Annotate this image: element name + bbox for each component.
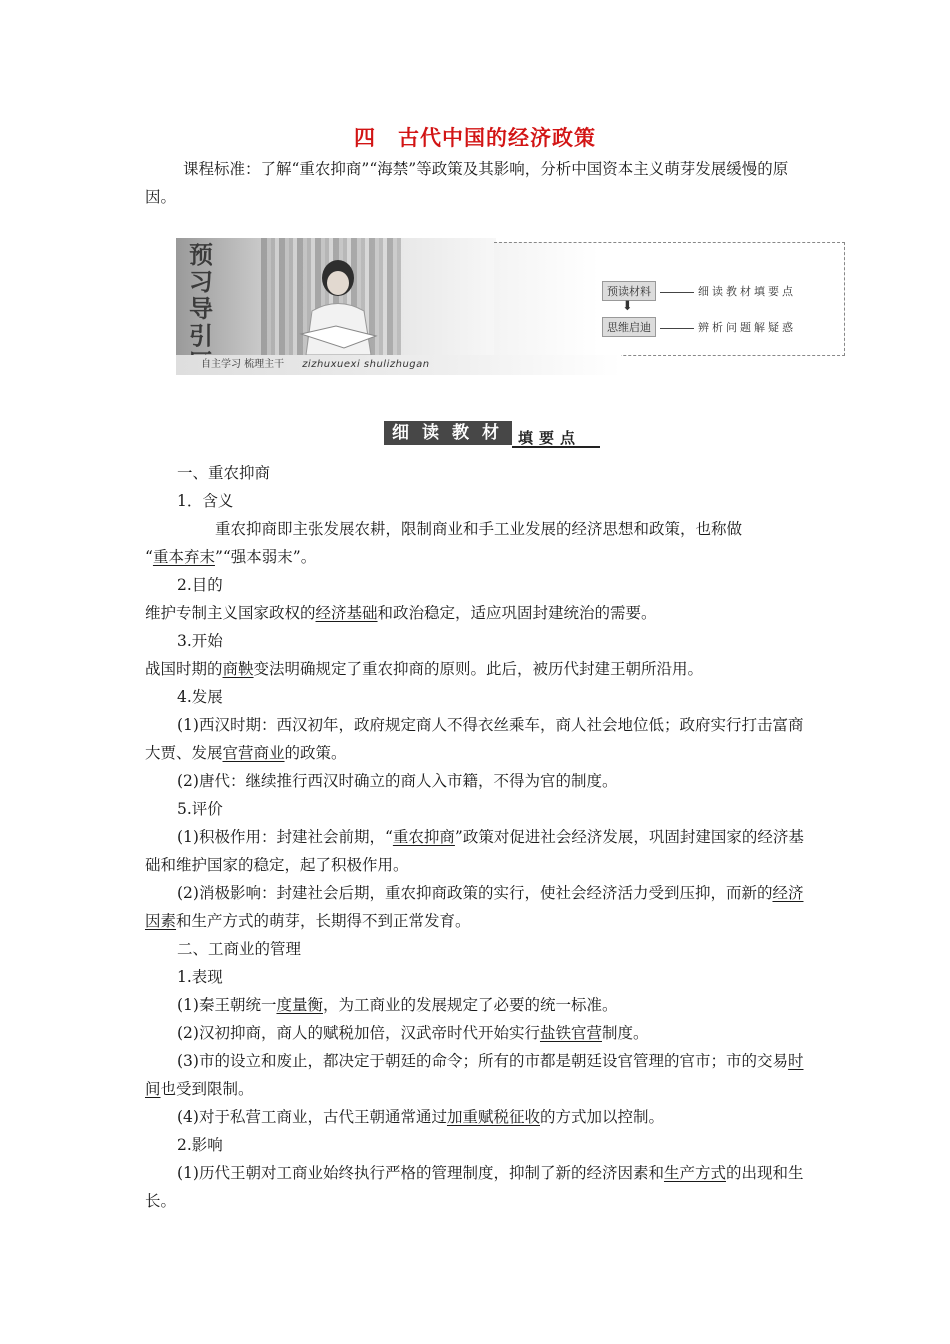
paragraph: (1)西汉时期：西汉初年，政府规定商人不得衣丝乘车，商人社会地位低；政府实行打击富商大贾、发展官营商业的政策。 [145,716,804,762]
heading-2: 二、工商业的管理 [177,940,302,958]
title-number: 四 [354,126,376,150]
paragraph: (2)汉初抑商，商人的赋税加倍，汉武帝时代开始实行盐铁官营制度。 [177,1024,649,1042]
blank-answer: 官营商业 [222,744,285,762]
blank-answer: 生产方式 [663,1164,726,1182]
section-heading-main: 细读教材 [384,421,512,445]
subheading: 2.影响 [177,1136,223,1154]
guide-row-2: 思维启迪 辨析问题解疑惑 [602,317,796,337]
heading-1: 一、重农抑商 [177,464,271,482]
blank-answer: 度量衡 [276,996,323,1014]
paragraph: (1)历代王朝对工商业始终执行严格的管理制度，抑制了新的经济因素和生产方式的出现和生长。 [145,1164,804,1210]
subheading: 4.发展 [177,688,223,706]
content-body [145,459,810,1215]
course-standard: 课程标准：了解“重农抑商”“海禁”等政策及其影响，分析中国资本主义萌芽发展缓慢的原因。 [145,160,789,206]
banner-guide-box [494,242,845,356]
guide-row-1: 预读材料 细读教材填要点 [602,281,796,301]
blank-answer: 时间 [145,1052,804,1098]
paragraph: 战国时期的商鞅变法明确规定了重农抑商的原则。此后，被历代封建王朝所沿用。 [145,660,704,678]
paragraph: (2)消极影响：封建社会后期，重农抑商政策的实行，使社会经济活力受到压抑，而新的经济因素和生产方式的萌芽，长期得不到正常发育。 [145,884,804,930]
section-heading-sub: 填要点 [512,428,600,448]
blank-answer: 经济因素 [145,884,804,930]
blank-answer: 盐铁官营 [539,1024,602,1042]
reading-student-image [296,256,381,355]
section-heading [384,419,604,451]
page-title [0,122,950,152]
paragraph: (4)对于私营工商业，古代王朝通常通过加重赋税征收的方式加以控制。 [177,1108,664,1126]
paragraph: (1)秦王朝统一度量衡，为工商业的发展规定了必要的统一标准。 [177,996,618,1014]
banner-strip: 自主学习 梳理主干 zizhuxuexi shulizhugan [176,355,621,375]
title-text: 古代中国的经济政策 [398,126,596,150]
paragraph: 维护专制主义国家政权的经济基础和政治稳定，适应巩固封建统治的需要。 [145,604,657,622]
preview-banner [176,238,844,375]
subheading: 2.目的 [177,576,223,594]
paragraph: 重农抑商即主张发展农耕，限制商业和手工业发展的经济思想和政策，也称做 [215,520,743,538]
subheading: 3.开始 [177,632,223,650]
subheading: 1．含义 [177,492,234,510]
chip-thinking: 思维启迪 [602,317,656,337]
banner-photo [176,238,496,355]
blank-answer: 经济基础 [315,604,378,622]
subheading: 5.评价 [177,800,223,818]
blank-answer: 重农抑商 [392,828,455,846]
paragraph: “重本弃末”“强本弱末”。 [145,548,317,566]
blank-answer: 重本弃末 [152,548,215,566]
paragraph: (1)积极作用：封建社会前期，“重农抑商”政策对促进社会经济发展，巩固封建国家的经济基础和维护国家的稳定，起了积极作用。 [145,828,804,874]
blank-answer: 加重赋税征收 [446,1108,540,1126]
chip-preview-material: 预读材料 [602,281,656,301]
down-arrow-icon: ⬇ [622,299,633,314]
paragraph: (3)市的设立和废止，都决定于朝廷的命令；所有的市都是朝廷设官管理的官市；市的交易时间也受到限制。 [145,1052,804,1098]
banner-vertical-title: 预 习 导 引 [189,241,213,350]
paragraph: (2)唐代：继续推行西汉时确立的商人入市籍，不得为官的制度。 [177,772,618,790]
subheading: 1.表现 [177,968,223,986]
blank-answer: 商鞅 [222,660,254,678]
